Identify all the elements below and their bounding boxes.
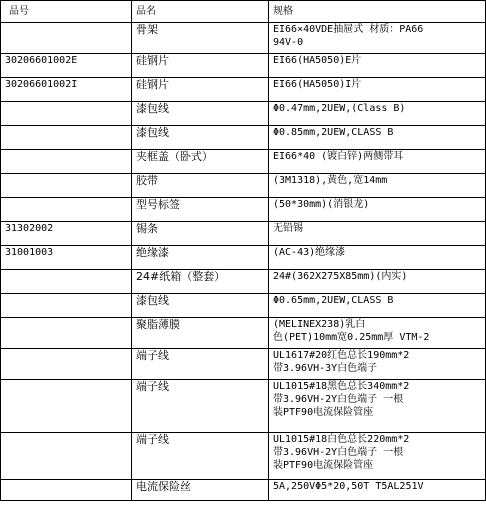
table-row [1, 294, 486, 318]
cell-name: 电流保险丝 [132, 480, 269, 501]
cell-code [1, 126, 132, 150]
table-row [1, 23, 486, 54]
cell-name: 漆包线 [132, 102, 269, 126]
cell-code [1, 270, 132, 294]
cell-code [1, 480, 132, 501]
cell-name: 型号标签 [132, 198, 269, 222]
header-spec: 规格 [269, 1, 486, 23]
cell-spec: (50*30mm)(消银龙) [269, 198, 486, 222]
cell-name: 骨架 [132, 23, 269, 54]
table-row [1, 480, 486, 501]
cell-spec: (AC-43)绝缘漆 [269, 246, 486, 270]
cell-name: 聚脂薄膜 [132, 318, 269, 349]
cell-code [1, 174, 132, 198]
table-row [1, 126, 486, 150]
cell-name: 硅钢片 [132, 54, 269, 78]
table-row [1, 222, 486, 246]
cell-name: 漆包线 [132, 294, 269, 318]
cell-name: 绝缘漆 [132, 246, 269, 270]
cell-code [1, 349, 132, 380]
cell-name: 漆包线 [132, 126, 269, 150]
cell-code: 31001003 [1, 246, 132, 270]
cell-name: 夹框盖（卧式） [132, 150, 269, 174]
bom-body [1, 23, 486, 501]
header-code: 品号 [1, 1, 132, 23]
cell-name: 端子线 [132, 433, 269, 480]
table-row [1, 54, 486, 78]
cell-spec: (MELINEX238)乳白 色(PET)10mm宽0.25mm厚 VTM-2 [269, 318, 486, 349]
cell-code: 30206601002E [1, 54, 132, 78]
cell-spec: Φ0.47mm,2UEW,(Class B) [269, 102, 486, 126]
cell-spec: UL1015#18白色总长220mm*2 带3.96VH-2Y白色端子 一根 装PTF90电流保险管座 [269, 433, 486, 480]
cell-spec: EI66(HA5050)I片 [269, 78, 486, 102]
table-row [1, 78, 486, 102]
cell-code [1, 294, 132, 318]
cell-code [1, 318, 132, 349]
table-row [1, 270, 486, 294]
cell-code [1, 380, 132, 433]
cell-spec: 5A,250VΦ5*20,50T T5AL251V [269, 480, 486, 501]
cell-name: 24#纸箱（整套） [132, 270, 269, 294]
table-row [1, 174, 486, 198]
cell-name: 端子线 [132, 349, 269, 380]
cell-spec: Φ0.85mm,2UEW,CLASS B [269, 126, 486, 150]
cell-spec: UL1015#18黑色总长340mm*2 带3.96VH-2Y白色端子 一根 装PTF90电流保险管座 [269, 380, 486, 433]
table-row [1, 433, 486, 480]
header-name: 品名 [132, 1, 269, 23]
cell-spec: 无铅锡 [269, 222, 486, 246]
table-row [1, 349, 486, 380]
cell-code [1, 433, 132, 480]
table-row [1, 380, 486, 433]
cell-spec: EI66×40VDE抽屉式 材质：PA66 94V-0 [269, 23, 486, 54]
cell-spec: 24#(362X275X85mm)(内实) [269, 270, 486, 294]
cell-code [1, 198, 132, 222]
header-row [1, 1, 486, 23]
cell-code: 30206601002I [1, 78, 132, 102]
cell-code: 31302002 [1, 222, 132, 246]
cell-code [1, 150, 132, 174]
cell-spec: (3M1318),黄色,宽14mm [269, 174, 486, 198]
cell-spec: EI66(HA5050)E片 [269, 54, 486, 78]
cell-name: 硅钢片 [132, 78, 269, 102]
cell-spec: EI66*40 (镀白锌)两侧带耳 [269, 150, 486, 174]
cell-spec: UL1617#20红色总长190mm*2 带3.96VH-3Y白色端子 [269, 349, 486, 380]
cell-code [1, 102, 132, 126]
cell-name: 锡条 [132, 222, 269, 246]
table-row [1, 318, 486, 349]
cell-spec: Φ0.65mm,2UEW,CLASS B [269, 294, 486, 318]
cell-name: 端子线 [132, 380, 269, 433]
cell-code [1, 23, 132, 54]
table-row [1, 150, 486, 174]
cell-name: 胶带 [132, 174, 269, 198]
table-row [1, 198, 486, 222]
table-row [1, 246, 486, 270]
table-row [1, 102, 486, 126]
